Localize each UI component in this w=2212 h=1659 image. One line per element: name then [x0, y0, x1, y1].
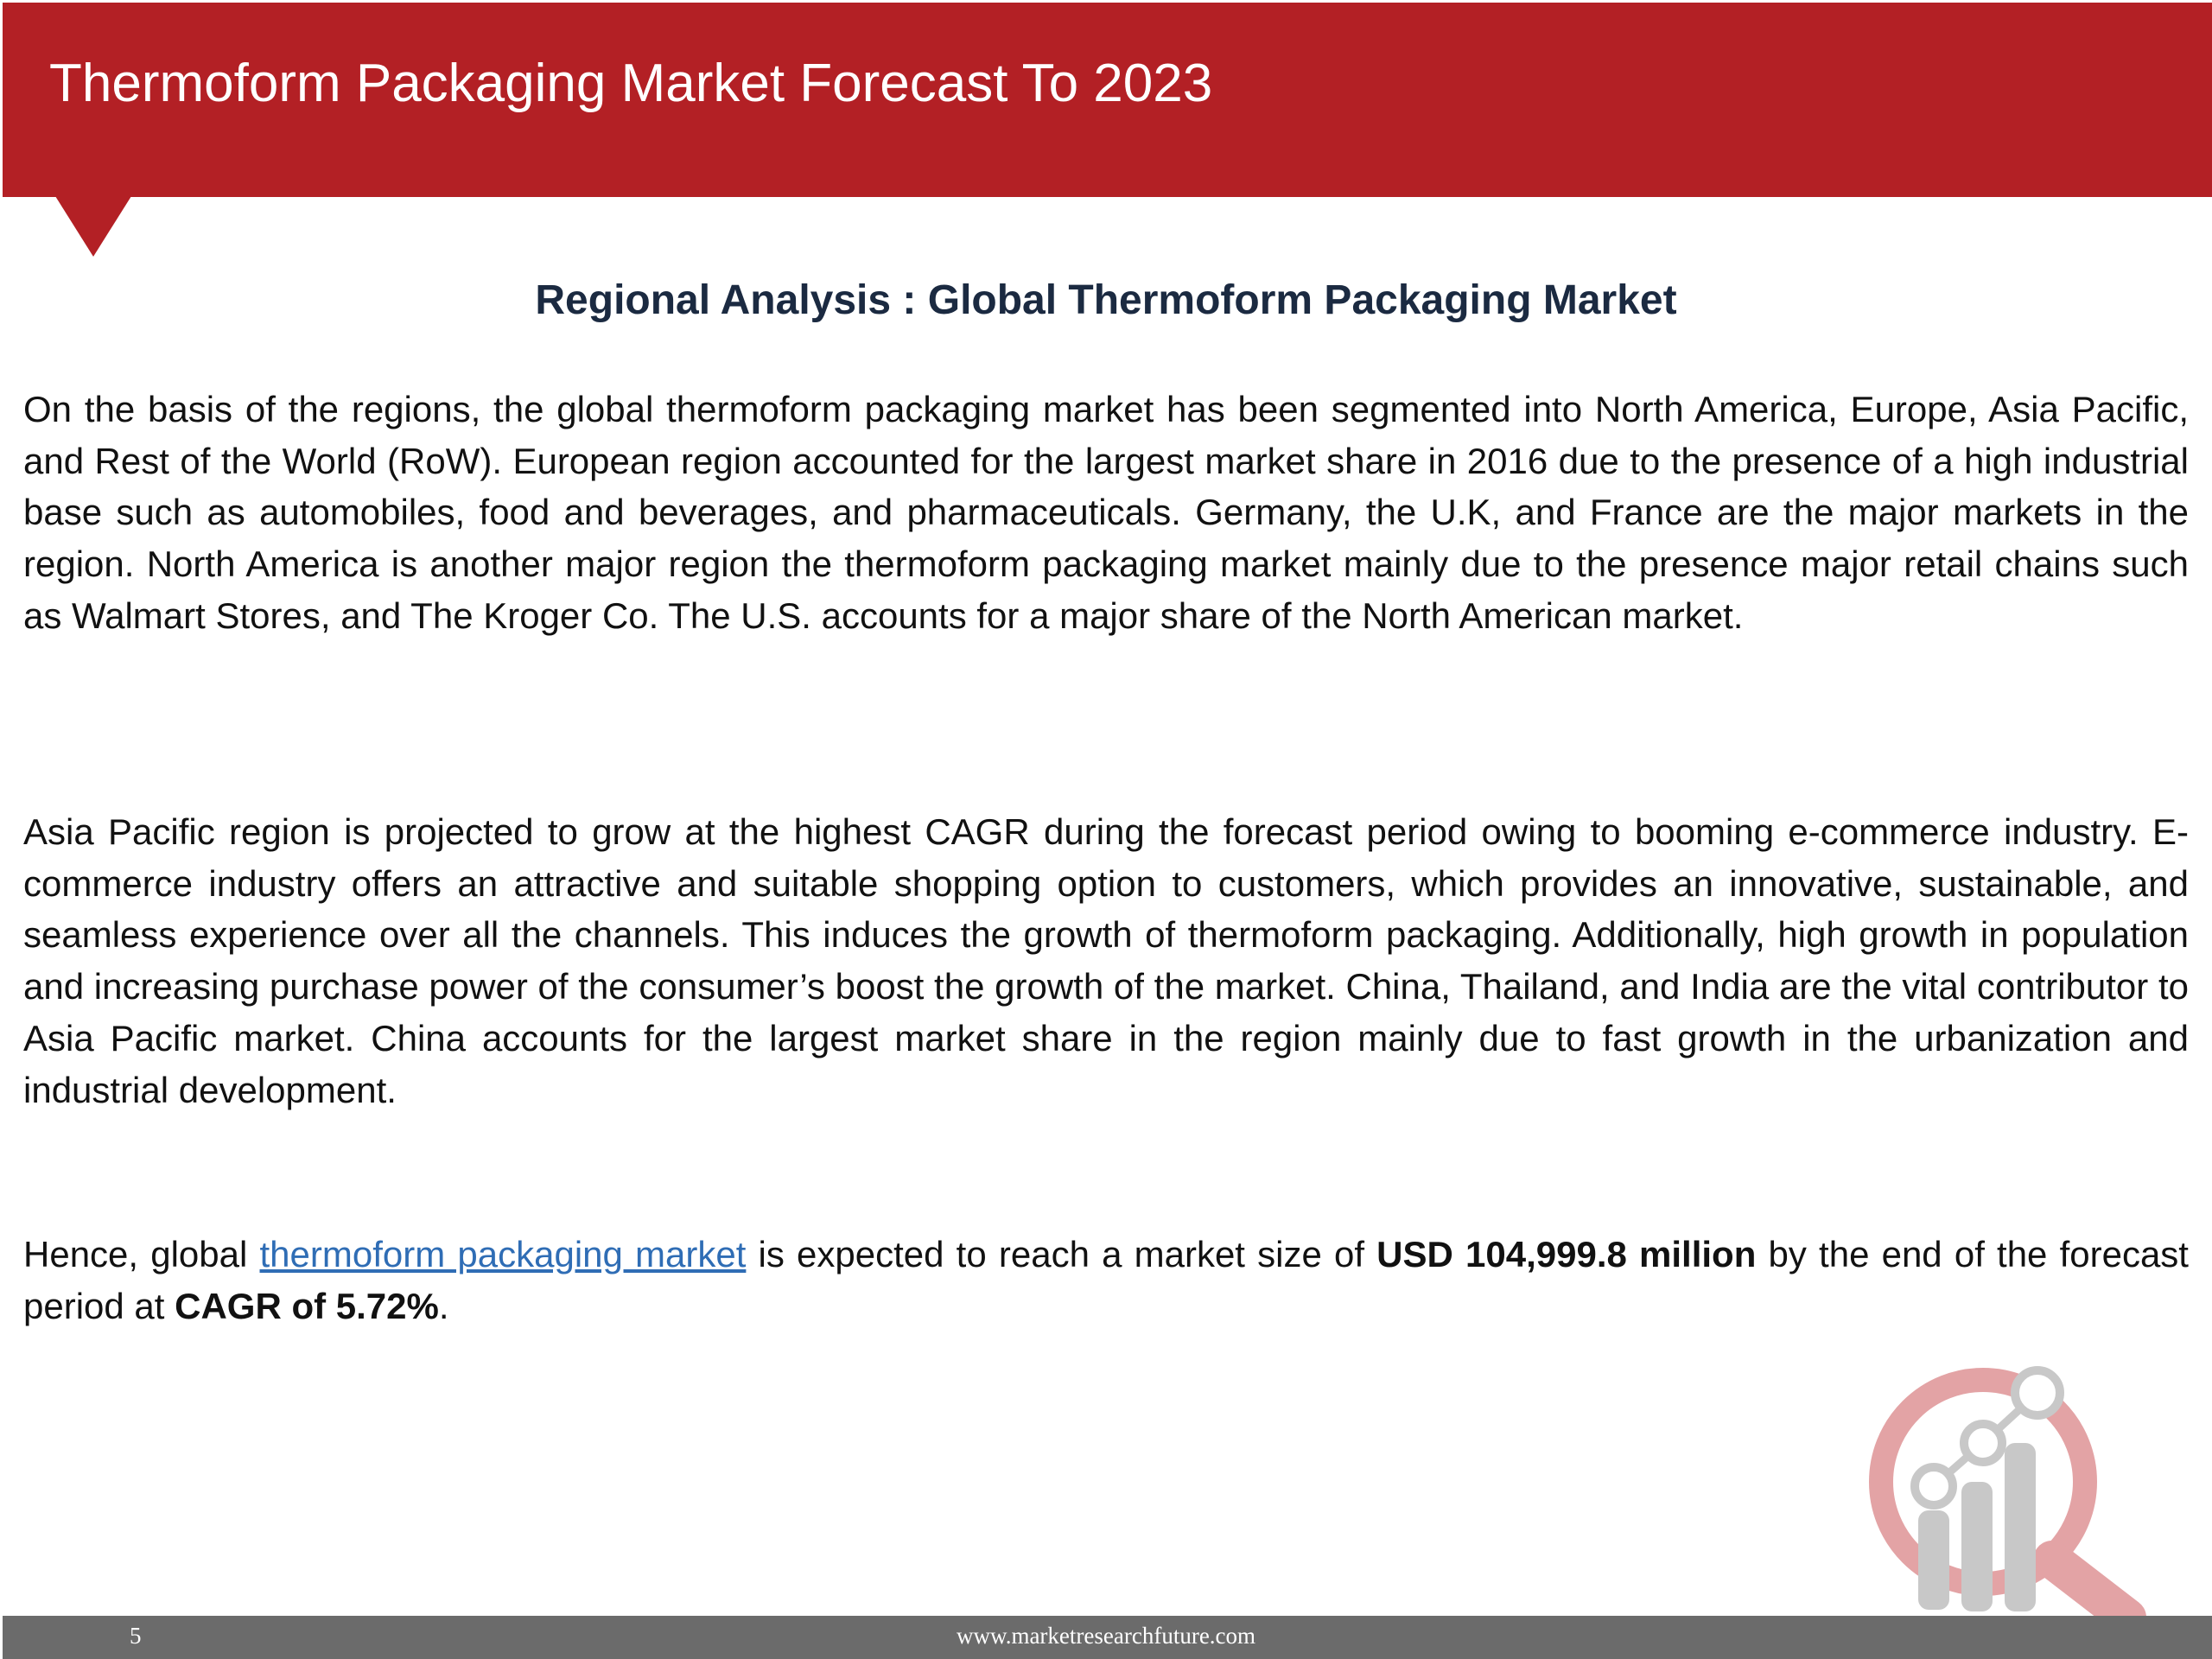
magnifier-chart-logo-icon [1858, 1357, 2152, 1624]
summary-prefix: Hence, global [23, 1234, 260, 1274]
summary-suffix: . [438, 1285, 449, 1326]
thermoform-packaging-market-link[interactable]: thermoform packaging market [259, 1234, 747, 1274]
summary-middle-2: by the end of the forecast period at [23, 1234, 2189, 1326]
slide-title: Thermoform Packaging Market Forecast To 2023 [49, 54, 1213, 113]
cagr-value: CAGR of 5.72% [175, 1285, 439, 1326]
footer-url: www.marketresearchfuture.com [956, 1623, 1256, 1649]
summary-middle: is expected to reach a market size of [746, 1234, 1377, 1274]
section-heading: Regional Analysis : Global Thermoform Packaging Market [535, 277, 1677, 323]
paragraph-summary [23, 1229, 2189, 1332]
header-pointer-triangle [55, 196, 131, 257]
paragraph-regions: On the basis of the regions, the global thermoform packaging market has been segmented into North America, Europe, Asia Pacific, and Rest of the World (RoW). European region accounted for the largest market share in 2016 due to the presence of a high industrial base such as automobiles, food and beverages, and pharmaceuticals. Germany, the U.K, and France are the major markets in the region. North America is another major region the thermoform packaging market mainly due to the presence major retail chains such as Walmart Stores, and The Kroger Co. The U.S. accounts for a major share of the North American market. [23, 389, 2189, 636]
market-size-value: USD 104,999.8 million [1376, 1234, 1757, 1274]
paragraph-asia-pacific: Asia Pacific region is projected to grow at the highest CAGR during the forecast period owing to booming e-commerce industry. E-commerce industry offers an attractive and suitable shopping option to customers, which provides an innovative, sustainable, and seamless experience over all the channels. This induces the growth of thermoform packaging. Additionally, high growth in population and increasing purchase power of the consumer’s boost the growth of the market. China, Thailand, and India are the vital contributor to Asia Pacific market. China accounts for the largest market share in the region mainly due to fast growth in the urbanization and industrial development. [23, 811, 2189, 1110]
page-number: 5 [130, 1623, 142, 1649]
